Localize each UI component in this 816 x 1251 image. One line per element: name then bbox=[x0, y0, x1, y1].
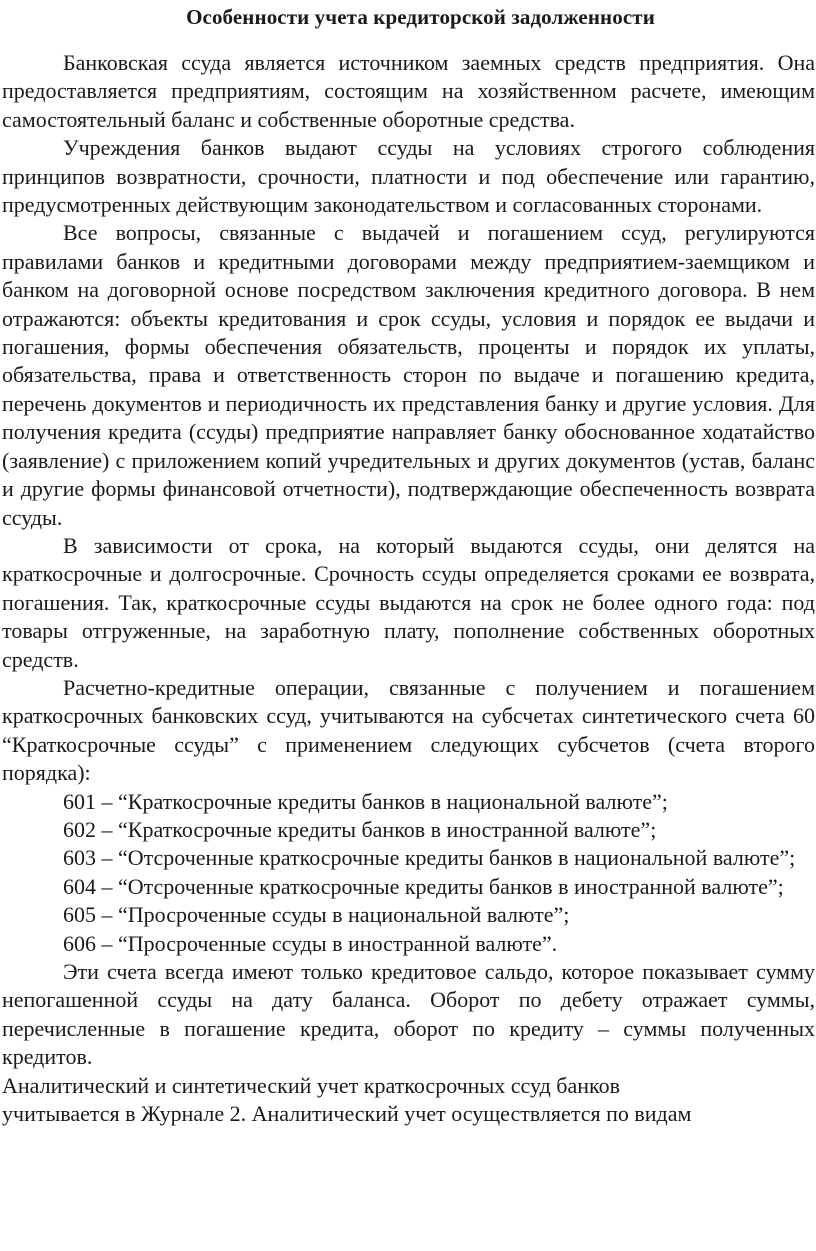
paragraph-account-60: Расчетно-кредитные операции, связанные с получением и погашением краткосрочных банковских ссуд, учитываются на субсчетах синтетического счета 60 “Краткосрочные ссуды” с применением следующих субсчетов (счета второго порядка): bbox=[2, 674, 815, 786]
tail-line-1: Аналитический и синтетический учет краткосрочных ссуд банков bbox=[2, 1072, 620, 1098]
account-603: 603 – “Отсроченные краткосрочные кредиты банков в национальной валюте”; bbox=[63, 845, 796, 871]
account-606: 606 – “Просроченные ссуды в иностранной валюте”. bbox=[63, 930, 558, 956]
tail-line-2: учитывается в Журнале 2. Аналитический учет осуществляется по видам bbox=[2, 1101, 692, 1127]
paragraph-loan-terms: В зависимости от срока, на который выдаются ссуды, они делятся на краткосрочные и долгосрочные. Срочность ссуды определяется сроками ее возврата, погашения. Так, краткосрочные ссуды выдаются на срок не более одного года: под товары отгруженные, на заработную плату, пополнение собственных оборотных средств. bbox=[2, 532, 815, 672]
paragraph-loan-principles: Учреждения банков выдают ссуды на условиях строгого соблюдения принципов возвратности, срочности, платности и под обеспечение или гарантию, предусмотренных действующим законодательством и согласованных сторонами. bbox=[2, 135, 815, 218]
account-604: 604 – “Отсроченные краткосрочные кредиты банков в иностранной валюте”; bbox=[63, 873, 784, 899]
paragraph-loan-agreement: Все вопросы, связанные с выдачей и погашением ссуд, регулируются правилами банков и кредитными договорами между предприятием-заемщиком и банком на договорной основе посредством заключения кредитного договора. В нем отражаются: объекты кредитования и срок ссуды, условия и порядок ее выдачи и погашения, формы обеспечения обязательств, проценты и порядок их уплаты, обязательства, права и ответственность сторон по выдаче и погашению кредита, перечень документов и периодичность их представления банку и другие условия. Для получения кредита (ссуды) предприятие направляет банку обоснованное ходатайство (заявление) с приложением копий учредительных и других документов (устав, баланс и другие формы финансовой отчетности), подтверждающие обеспеченность возврата ссуды. bbox=[2, 220, 815, 530]
account-601: 601 – “Краткосрочные кредиты банков в национальной валюте”; bbox=[63, 788, 668, 814]
paragraph-bank-loan: Банковская ссуда является источником заемных средств предприятия. Она предоставляется предприятиям, состоящим на хозяйственном расчете, имеющим самостоятельный баланс и собственные оборотные средства. bbox=[2, 50, 815, 132]
paragraph-credit-balance: Эти счета всегда имеют только кредитовое сальдо, которое показывает сумму непогашенной ссуды на дату баланса. Оборот по дебету отражает суммы, перечисленные в погашение кредита, оборот по кредиту – суммы полученных кредитов. bbox=[2, 959, 815, 1070]
account-602: 602 – “Краткосрочные кредиты банков в иностранной валюте”; bbox=[63, 816, 657, 842]
account-605: 605 – “Просроченные ссуды в национальной валюте”; bbox=[63, 902, 570, 928]
document-title: Особенности учета кредиторской задолженности bbox=[186, 5, 655, 29]
